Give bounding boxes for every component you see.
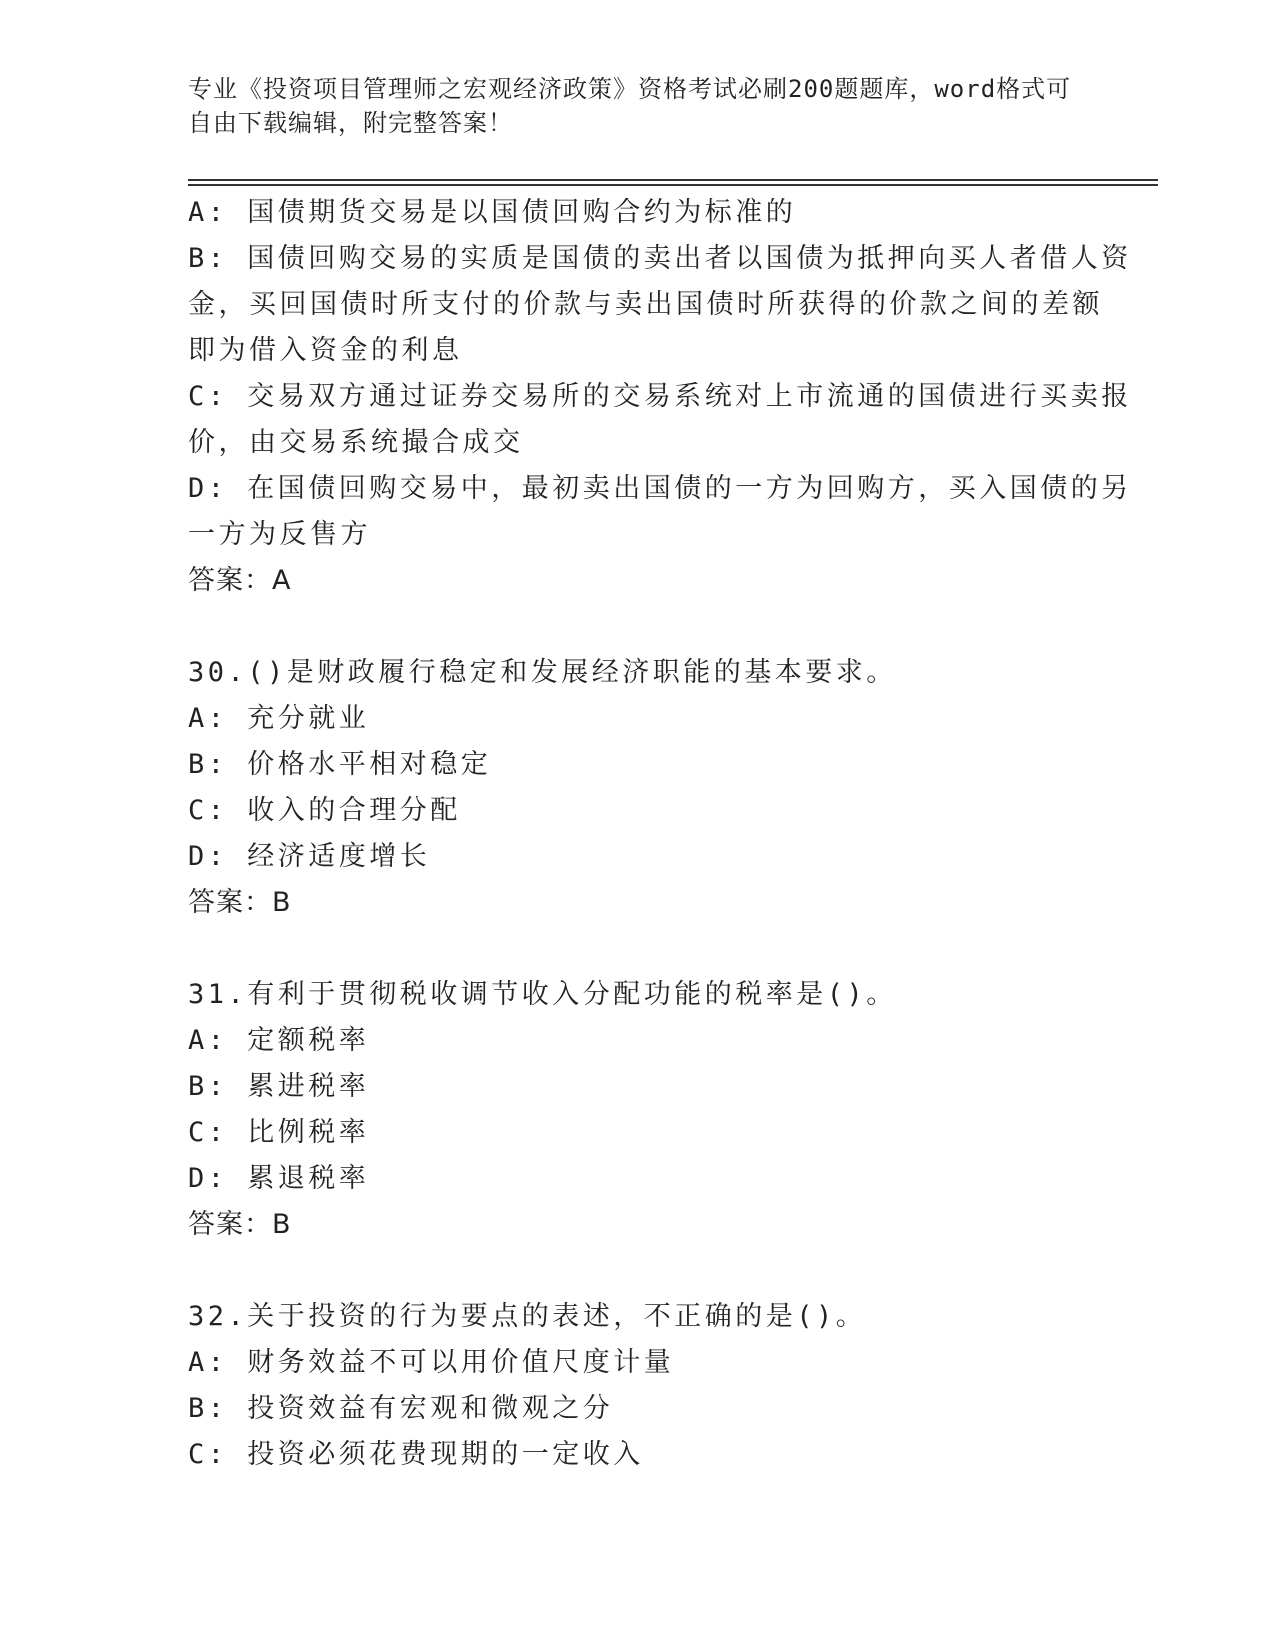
spacer <box>188 1248 1088 1294</box>
option-b-line-2: 金，买回国债时所支付的价款与卖出国债时所获得的价款之间的差额 <box>188 289 1103 320</box>
document-header <box>188 72 1072 140</box>
spacer <box>188 604 1088 650</box>
option-a: A: 国债期货交易是以国债回购合约为标准的 <box>188 197 797 228</box>
option-b: B: 累进税率 <box>188 1071 370 1102</box>
option-a: A: 充分就业 <box>188 703 370 734</box>
option-c: C: 投资必须花费现期的一定收入 <box>188 1439 644 1470</box>
option-c-line-1: C: 交易双方通过证券交易所的交易系统对上市流通的国债进行买卖报 <box>188 381 1132 412</box>
option-b-line-1: B: 国债回购交易的实质是国债的卖出者以国债为抵押向买人者借人资 <box>188 243 1132 274</box>
option-c-line-2: 价，由交易系统撮合成交 <box>188 427 524 458</box>
option-d: D: 累退税率 <box>188 1163 370 1194</box>
option-d-line-2: 一方为反售方 <box>188 519 371 550</box>
question-30 <box>188 650 1088 926</box>
spacer <box>188 926 1088 972</box>
option-b: B: 投资效益有宏观和微观之分 <box>188 1393 614 1424</box>
question-29-options <box>188 190 1132 604</box>
option-b-line-3: 即为借入资金的利息 <box>188 335 463 366</box>
question-31 <box>188 972 1088 1248</box>
header-title-line-2: 自由下载编辑，附完整答案！ <box>188 109 513 137</box>
question-stem: 31.有利于贯彻税收调节收入分配功能的税率是()。 <box>188 979 897 1010</box>
option-b: B: 价格水平相对稳定 <box>188 749 492 780</box>
header-divider-bottom <box>188 184 1158 186</box>
option-d: D: 经济适度增长 <box>188 841 431 872</box>
answer-line: 答案：A <box>188 565 292 596</box>
header-title-line-1: 专业《投资项目管理师之宏观经济政策》资格考试必刷200题题库，word格式可 <box>188 75 1072 103</box>
option-d-line-1: D: 在国债回购交易中，最初卖出国债的一方为回购方，买入国债的另 <box>188 473 1132 504</box>
question-list <box>188 190 1132 1478</box>
question-stem: 32.关于投资的行为要点的表述，不正确的是()。 <box>188 1301 867 1332</box>
option-c: C: 收入的合理分配 <box>188 795 461 826</box>
question-stem: 30.()是财政履行稳定和发展经济职能的基本要求。 <box>188 657 897 688</box>
answer-line: 答案：B <box>188 1209 292 1240</box>
option-c: C: 比例税率 <box>188 1117 370 1148</box>
answer-line: 答案：B <box>188 887 292 918</box>
option-a: A: 定额税率 <box>188 1025 370 1056</box>
question-32 <box>188 1294 1088 1478</box>
header-divider-top <box>188 179 1158 181</box>
option-a: A: 财务效益不可以用价值尺度计量 <box>188 1347 675 1378</box>
